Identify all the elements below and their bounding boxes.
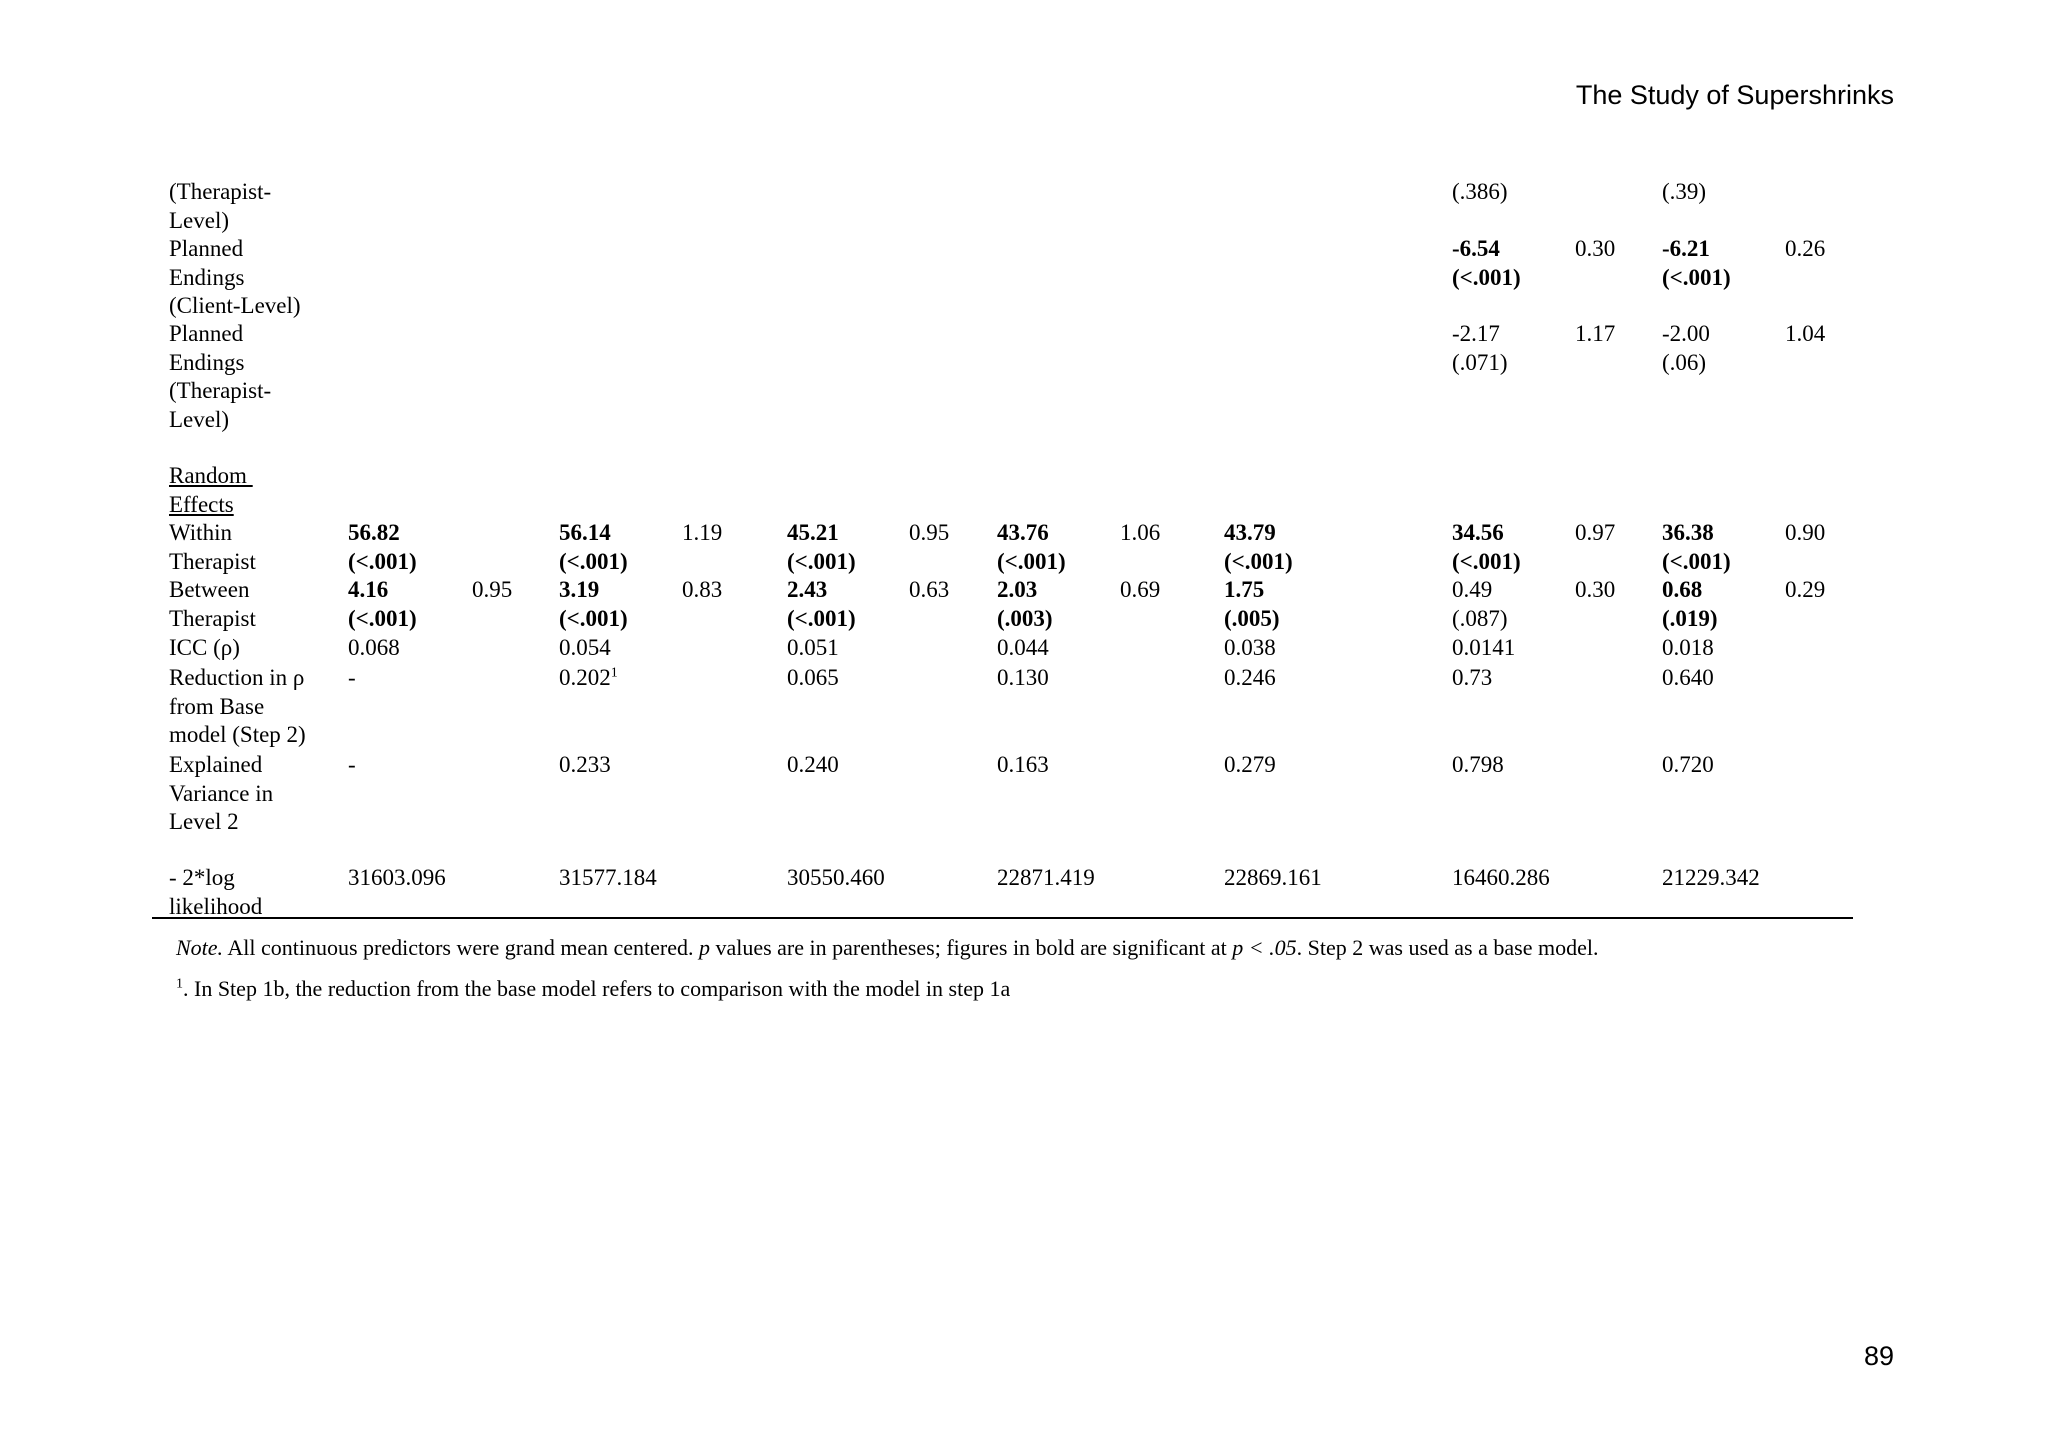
- note-p-symbol: p: [698, 935, 710, 960]
- row-label-random-effects-heading: Random Effects: [169, 463, 247, 517]
- cell-within-therapist-s2: [787, 519, 856, 576]
- cell-reduction-in-rho-s1: [559, 664, 618, 693]
- cell-planned-endings-client-s5: [1662, 235, 1731, 292]
- cell-value: 34.56 (<.001): [1452, 520, 1521, 574]
- row-label-within-therapist: Within Therapist: [169, 520, 256, 574]
- cell-planned-endings-therapist-s5: [1662, 320, 1710, 377]
- cell-icc-s4: [1452, 634, 1515, 663]
- cell-value: -2.00 (.06): [1662, 321, 1710, 375]
- cell-log-likelihood-s3: [997, 864, 1095, 893]
- cell-value: 0.246: [1224, 665, 1276, 690]
- cell-between-therapist-s5se: [1785, 576, 1825, 605]
- cell-log-likelihood-s3b: [1224, 864, 1322, 893]
- cell-log-likelihood-s1: [559, 864, 657, 893]
- table-footnote: [176, 975, 1010, 1003]
- cell-planned-endings-client-s4se: [1575, 235, 1615, 264]
- cell-value: 0.130: [997, 665, 1049, 690]
- cell-value: 43.76 (<.001): [997, 520, 1066, 574]
- cell-between-therapist-s3b: [1224, 576, 1280, 633]
- cell-value: 0.73: [1452, 665, 1493, 690]
- cell-value: 0.065: [787, 665, 839, 690]
- cell-between-therapist-s4se: [1575, 576, 1615, 605]
- cell-icc-s3b: [1224, 634, 1276, 663]
- cell-value: 16460.286: [1452, 865, 1550, 890]
- page-number: 89: [1863, 1341, 1894, 1371]
- cell-value: 2.43 (<.001): [787, 577, 856, 631]
- cell-explained-variance-s2: [787, 751, 839, 780]
- cell-within-therapist-s1se: [682, 519, 722, 548]
- cell-planned-endings-therapist-s5se: [1785, 320, 1825, 349]
- cell-value: 0.038: [1224, 635, 1276, 660]
- cell-value: -2.17 (.071): [1452, 321, 1508, 375]
- note-text-1: All continuous predictors were grand mean centered.: [223, 935, 699, 960]
- cell-value: 3.19 (<.001): [559, 577, 628, 631]
- cell-value: 4.16 (<.001): [348, 577, 417, 631]
- cell-within-therapist-s3se: [1120, 519, 1160, 548]
- note-text-2: values are in parentheses; figures in bold are significant at: [709, 935, 1233, 960]
- cell-log-likelihood-base: [348, 864, 446, 893]
- cell-planned-endings-client-s5se: [1785, 235, 1825, 264]
- cell-value: 0.30: [1575, 236, 1616, 261]
- note-text-3: . Step 2 was used as a base model.: [1296, 935, 1599, 960]
- cell-within-therapist-s3: [997, 519, 1066, 576]
- cell-value: 1.06: [1120, 520, 1161, 545]
- cell-value: 56.14 (<.001): [559, 520, 628, 574]
- cell-value: 0.69: [1120, 577, 1161, 602]
- cell-value: (.39): [1662, 179, 1707, 204]
- cell-planned-endings-therapist-s4se: [1575, 320, 1615, 349]
- cell-explained-variance-s3b: [1224, 751, 1276, 780]
- cell-value: -: [348, 665, 356, 690]
- cell-between-therapist-s3: [997, 576, 1053, 633]
- cell-value: 0.29: [1785, 577, 1826, 602]
- cell-value: 0.68 (.019): [1662, 577, 1718, 631]
- cell-icc-s5: [1662, 634, 1714, 663]
- cell-between-therapist-s1se: [682, 576, 722, 605]
- cell-value: 0.051: [787, 635, 839, 660]
- row-label-icc: ICC (ρ): [169, 635, 240, 660]
- cell-value: 0.49 (.087): [1452, 577, 1508, 631]
- cell-value: 43.79 (<.001): [1224, 520, 1293, 574]
- cell-value: 1.75 (.005): [1224, 577, 1280, 631]
- cell-icc-s1: [559, 634, 611, 663]
- cell-value: 31577.184: [559, 865, 657, 890]
- cell-value: 0.640: [1662, 665, 1714, 690]
- row-label-explained-variance: Explained Variance in Level 2: [169, 752, 274, 834]
- cell-therapist-level-continued-s4: [1452, 178, 1508, 207]
- cell-within-therapist-s2se: [909, 519, 949, 548]
- cell-value: 0.90: [1785, 520, 1826, 545]
- cell-value: 0.0141: [1452, 635, 1516, 660]
- row-label-between-therapist: Between Therapist: [169, 577, 256, 631]
- cell-explained-variance-s1: [559, 751, 611, 780]
- row-label-log-likelihood: - 2*log likelihood: [169, 865, 263, 919]
- cell-value: 0.054: [559, 635, 611, 660]
- footnote-marker: 1: [176, 976, 183, 992]
- cell-value: 0.240: [787, 752, 839, 777]
- table-note: [176, 934, 1598, 962]
- cell-within-therapist-s3b: [1224, 519, 1293, 576]
- cell-between-therapist-s1: [559, 576, 628, 633]
- cell-value: 0.202: [559, 665, 611, 690]
- running-header: The Study of Supershrinks: [1575, 80, 1894, 110]
- row-label-planned-endings-client: Planned Endings (Client-Level): [169, 236, 301, 318]
- cell-value: 0.798: [1452, 752, 1504, 777]
- cell-value: 1.17: [1575, 321, 1616, 346]
- row-label-reduction-in-rho: Reduction in ρ from Base model (Step 2): [169, 665, 306, 747]
- cell-value: 0.63: [909, 577, 950, 602]
- cell-value: 30550.460: [787, 865, 885, 890]
- cell-within-therapist-s4: [1452, 519, 1521, 576]
- cell-value: 0.95: [909, 520, 950, 545]
- cell-between-therapist-s4: [1452, 576, 1508, 633]
- cell-value: 0.279: [1224, 752, 1276, 777]
- cell-value: 0.044: [997, 635, 1049, 660]
- footnote-text: . In Step 1b, the reduction from the base model refers to comparison with the model in step 1a: [183, 976, 1011, 1001]
- row-label-therapist-level-continued: (Therapist- Level): [169, 179, 272, 233]
- cell-value: 0.720: [1662, 752, 1714, 777]
- cell-value: 45.21 (<.001): [787, 520, 856, 574]
- cell-between-therapist-s3se: [1120, 576, 1160, 605]
- cell-footnote-marker: 1: [610, 665, 618, 681]
- cell-within-therapist-s1: [559, 519, 628, 576]
- cell-therapist-level-continued-s5: [1662, 178, 1706, 207]
- cell-reduction-in-rho-base: [348, 664, 356, 693]
- cell-value: 56.82 (<.001): [348, 520, 417, 574]
- cell-value: 22871.419: [997, 865, 1095, 890]
- cell-value: 0.95: [472, 577, 513, 602]
- cell-value: 0.26: [1785, 236, 1826, 261]
- cell-reduction-in-rho-s2: [787, 664, 839, 693]
- row-label-planned-endings-therapist: Planned Endings (Therapist- Level): [169, 321, 272, 432]
- cell-value: 1.19: [682, 520, 723, 545]
- cell-value: 36.38 (<.001): [1662, 520, 1731, 574]
- cell-within-therapist-base: [348, 519, 417, 576]
- cell-value: 0.233: [559, 752, 611, 777]
- cell-value: 0.018: [1662, 635, 1714, 660]
- cell-reduction-in-rho-s3b: [1224, 664, 1276, 693]
- cell-value: 0.83: [682, 577, 723, 602]
- cell-reduction-in-rho-s5: [1662, 664, 1714, 693]
- cell-icc-base: [348, 634, 400, 663]
- cell-value: 0.30: [1575, 577, 1616, 602]
- cell-value: 0.97: [1575, 520, 1616, 545]
- cell-between-therapist-s2: [787, 576, 856, 633]
- cell-value: 21229.342: [1662, 865, 1760, 890]
- cell-explained-variance-s4: [1452, 751, 1504, 780]
- cell-between-therapist-basese: [472, 576, 512, 605]
- cell-value: 31603.096: [348, 865, 446, 890]
- cell-log-likelihood-s2: [787, 864, 885, 893]
- cell-value: -: [348, 752, 356, 777]
- cell-log-likelihood-s5: [1662, 864, 1760, 893]
- cell-between-therapist-s2se: [909, 576, 949, 605]
- cell-reduction-in-rho-s4: [1452, 664, 1492, 693]
- cell-planned-endings-therapist-s4: [1452, 320, 1508, 377]
- cell-icc-s3: [997, 634, 1049, 663]
- table-bottom-rule: [152, 917, 1853, 919]
- cell-icc-s2: [787, 634, 839, 663]
- cell-between-therapist-base: [348, 576, 417, 633]
- cell-value: -6.54 (<.001): [1452, 236, 1521, 290]
- cell-value: 0.163: [997, 752, 1049, 777]
- note-label: Note.: [176, 935, 224, 960]
- cell-value: -6.21 (<.001): [1662, 236, 1731, 290]
- cell-value: 2.03 (.003): [997, 577, 1053, 631]
- cell-planned-endings-client-s4: [1452, 235, 1521, 292]
- cell-value: 1.04: [1785, 321, 1826, 346]
- cell-explained-variance-base: [348, 751, 356, 780]
- cell-between-therapist-s5: [1662, 576, 1718, 633]
- cell-within-therapist-s5: [1662, 519, 1731, 576]
- cell-within-therapist-s5se: [1785, 519, 1825, 548]
- cell-log-likelihood-s4: [1452, 864, 1550, 893]
- cell-explained-variance-s3: [997, 751, 1049, 780]
- cell-value: 0.068: [348, 635, 400, 660]
- cell-explained-variance-s5: [1662, 751, 1714, 780]
- cell-value: (.386): [1452, 179, 1508, 204]
- cell-within-therapist-s4se: [1575, 519, 1615, 548]
- cell-reduction-in-rho-s3: [997, 664, 1049, 693]
- note-significance: p < .05: [1232, 935, 1297, 960]
- cell-value: 22869.161: [1224, 865, 1322, 890]
